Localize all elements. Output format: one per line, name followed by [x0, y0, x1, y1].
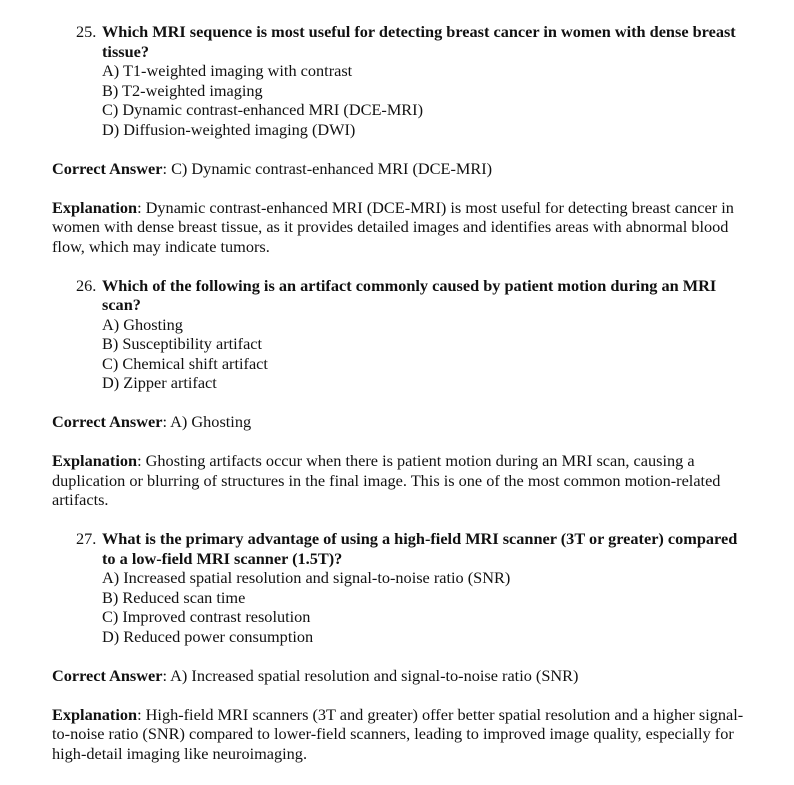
explanation: [52, 705, 752, 764]
explanation-text: : Dynamic contrast-enhanced MRI (DCE-MRI) is most useful for detecting breast cancer in women with dense breast tissue, as it provides detailed images and identifies areas with abnormal blood flow, which may indicate tumors.: [52, 197, 734, 256]
question-block: [52, 22, 752, 256]
question: [52, 22, 752, 139]
question-text: Which MRI sequence is most useful for detecting breast cancer in women with dense breast tissue?: [102, 22, 736, 61]
correct-answer-text: : A) Increased spatial resolution and signal-to-noise ratio (SNR): [162, 665, 579, 685]
correct-answer-label: Correct Answer: [52, 158, 163, 178]
correct-answer: [52, 666, 752, 686]
option: D) Diffusion-weighted imaging (DWI): [102, 119, 356, 139]
option: B) T2-weighted imaging: [102, 80, 263, 100]
option: A) Increased spatial resolution and signal-to-noise ratio (SNR): [102, 568, 511, 587]
question-number: 25.: [76, 22, 97, 41]
option: A) T1-weighted imaging with contrast: [102, 61, 353, 80]
option: D) Zipper artifact: [102, 373, 217, 392]
question-number: 26.: [76, 275, 97, 295]
question-text: What is the primary advantage of using a high-field MRI scanner (3T or greater) compared to a low-field MRI scanner (1.5T)?: [102, 529, 738, 568]
explanation: [52, 198, 752, 257]
question: [52, 276, 752, 393]
question-block: [52, 529, 752, 763]
explanation-text: : Ghosting artifacts occur when there is patient motion during an MRI scan, causing a duplication or blurring of structures in the final image. This is one of the most common motion-related artifacts.: [52, 451, 721, 509]
explanation: [52, 451, 752, 510]
explanation-label: Explanation: [52, 451, 138, 470]
option: B) Susceptibility artifact: [102, 334, 263, 353]
question: [52, 529, 752, 646]
correct-answer-text: : A) Ghosting: [162, 412, 252, 431]
correct-answer-label: Correct Answer: [52, 665, 163, 685]
correct-answer: [52, 412, 752, 432]
option: D) Reduced power consumption: [102, 626, 314, 646]
question-number: 27.: [76, 529, 97, 548]
option: A) Ghosting: [102, 314, 183, 334]
question-text: Which of the following is an artifact commonly caused by patient motion during an MRI scan?: [102, 275, 717, 314]
option: C) Chemical shift artifact: [102, 353, 268, 373]
question-block: [52, 276, 752, 510]
explanation-label: Explanation: [52, 197, 138, 217]
document-page: [52, 22, 752, 763]
correct-answer-label: Correct Answer: [52, 412, 163, 431]
correct-answer-text: : C) Dynamic contrast-enhanced MRI (DCE-MRI): [162, 158, 493, 178]
option: B) Reduced scan time: [102, 587, 246, 607]
explanation-text: : High-field MRI scanners (3T and greater) offer better spatial resolution and a higher signal-to-noise ratio (SNR) compared to lower-field scanners, leading to improved image quality, especially for high-detail imaging like neuroimaging.: [52, 704, 744, 763]
explanation-label: Explanation: [52, 704, 138, 724]
option: C) Dynamic contrast-enhanced MRI (DCE-MRI): [102, 100, 424, 119]
option: C) Improved contrast resolution: [102, 607, 311, 626]
correct-answer: [52, 159, 752, 179]
